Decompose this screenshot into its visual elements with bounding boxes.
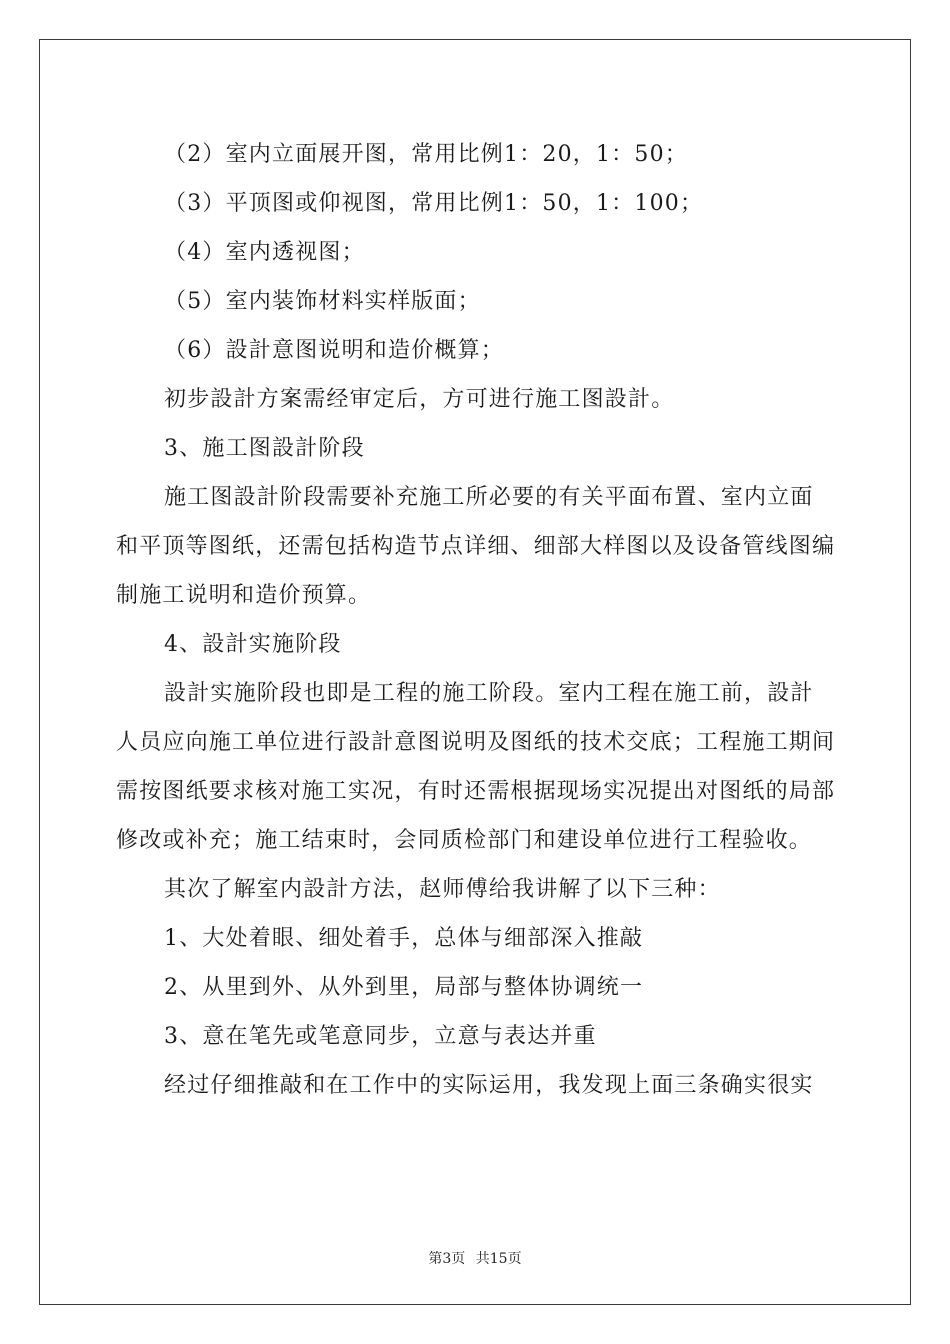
document-body <box>116 130 836 1110</box>
section-heading: 4、設計实施阶段 <box>164 632 342 657</box>
paragraph: 经过仔细推敲和在工作中的实际运用，我发现上面三条确实很实 <box>164 1073 814 1098</box>
paragraph: （4）室内透视图； <box>164 240 365 265</box>
list-item: 3、意在笔先或笔意同步，立意与表达并重 <box>164 1024 597 1049</box>
paragraph: （2）室内立面展开图，常用比例1：20，1：50； <box>164 142 688 167</box>
paragraph: （6）設計意图说明和造价概算； <box>164 338 504 363</box>
list-item: 1、大处着眼、细处着手，总体与细部深入推敲 <box>164 926 644 951</box>
paragraph: （5）室内装饰材料实样版面； <box>164 289 481 314</box>
paragraph: 其次了解室内設計方法，赵师傅给我讲解了以下三种： <box>164 877 721 902</box>
page-footer <box>0 1248 950 1268</box>
paragraph: 初步設計方案需经审定后，方可进行施工图設計。 <box>164 387 675 412</box>
paragraph: 施工图設計阶段需要补充施工所必要的有关平面布置、室内立面和平顶等图纸，还需包括构造节点详细、细部大样图以及设备管线图编制施工说明和造价预算。 <box>116 485 836 608</box>
paragraph: （3）平顶图或仰视图，常用比例1：50，1：100； <box>164 191 704 216</box>
list-item: 2、从里到外、从外到里，局部与整体协调统一 <box>164 975 644 1000</box>
paragraph: 設計实施阶段也即是工程的施工阶段。室内工程在施工前，設計人员应向施工单位进行設計意图说明及图纸的技术交底；工程施工期间需按图纸要求核对施工实况，有时还需根据现场实况提出对图纸的局部修改或补充；施工结束时，会同质检部门和建设单位进行工程验收。 <box>116 681 836 853</box>
page-number: 第3页 <box>428 1251 466 1267</box>
section-heading: 3、施工图設計阶段 <box>164 436 365 461</box>
page-total: 共15页 <box>475 1251 522 1267</box>
